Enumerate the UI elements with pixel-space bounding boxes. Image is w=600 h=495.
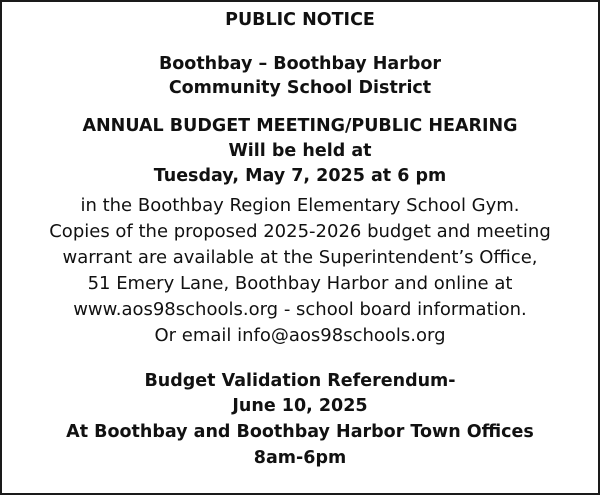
body-line-address: 51 Emery Lane, Boothbay Harbor and online at [87, 273, 513, 294]
body-line-website: www.aos98schools.org - school board information. [73, 299, 527, 320]
referendum-hours: 8am-6pm [253, 448, 347, 468]
body-line-warrant: warrant are available at the Superintendent’s Office, [62, 247, 538, 268]
notice-heading: PUBLIC NOTICE [225, 10, 375, 30]
meeting-title: ANNUAL BUDGET MEETING/PUBLIC HEARING [82, 116, 518, 136]
body-line-location: in the Boothbay Region Elementary School Gym. [80, 195, 520, 216]
meeting-datetime: Tuesday, May 7, 2025 at 6 pm [153, 166, 447, 186]
body-line-email: Or email info@aos98schools.org [154, 325, 446, 346]
referendum-location: At Boothbay and Boothbay Harbor Town Offices [66, 422, 534, 442]
referendum-title: Budget Validation Referendum- [144, 371, 456, 391]
district-name-line2: Community School District [168, 78, 432, 98]
referendum-date: June 10, 2025 [232, 396, 368, 416]
district-name-line1: Boothbay – Boothbay Harbor [158, 54, 442, 74]
meeting-held-at: Will be held at [228, 141, 372, 161]
body-line-copies: Copies of the proposed 2025-2026 budget and meeting [49, 221, 551, 242]
